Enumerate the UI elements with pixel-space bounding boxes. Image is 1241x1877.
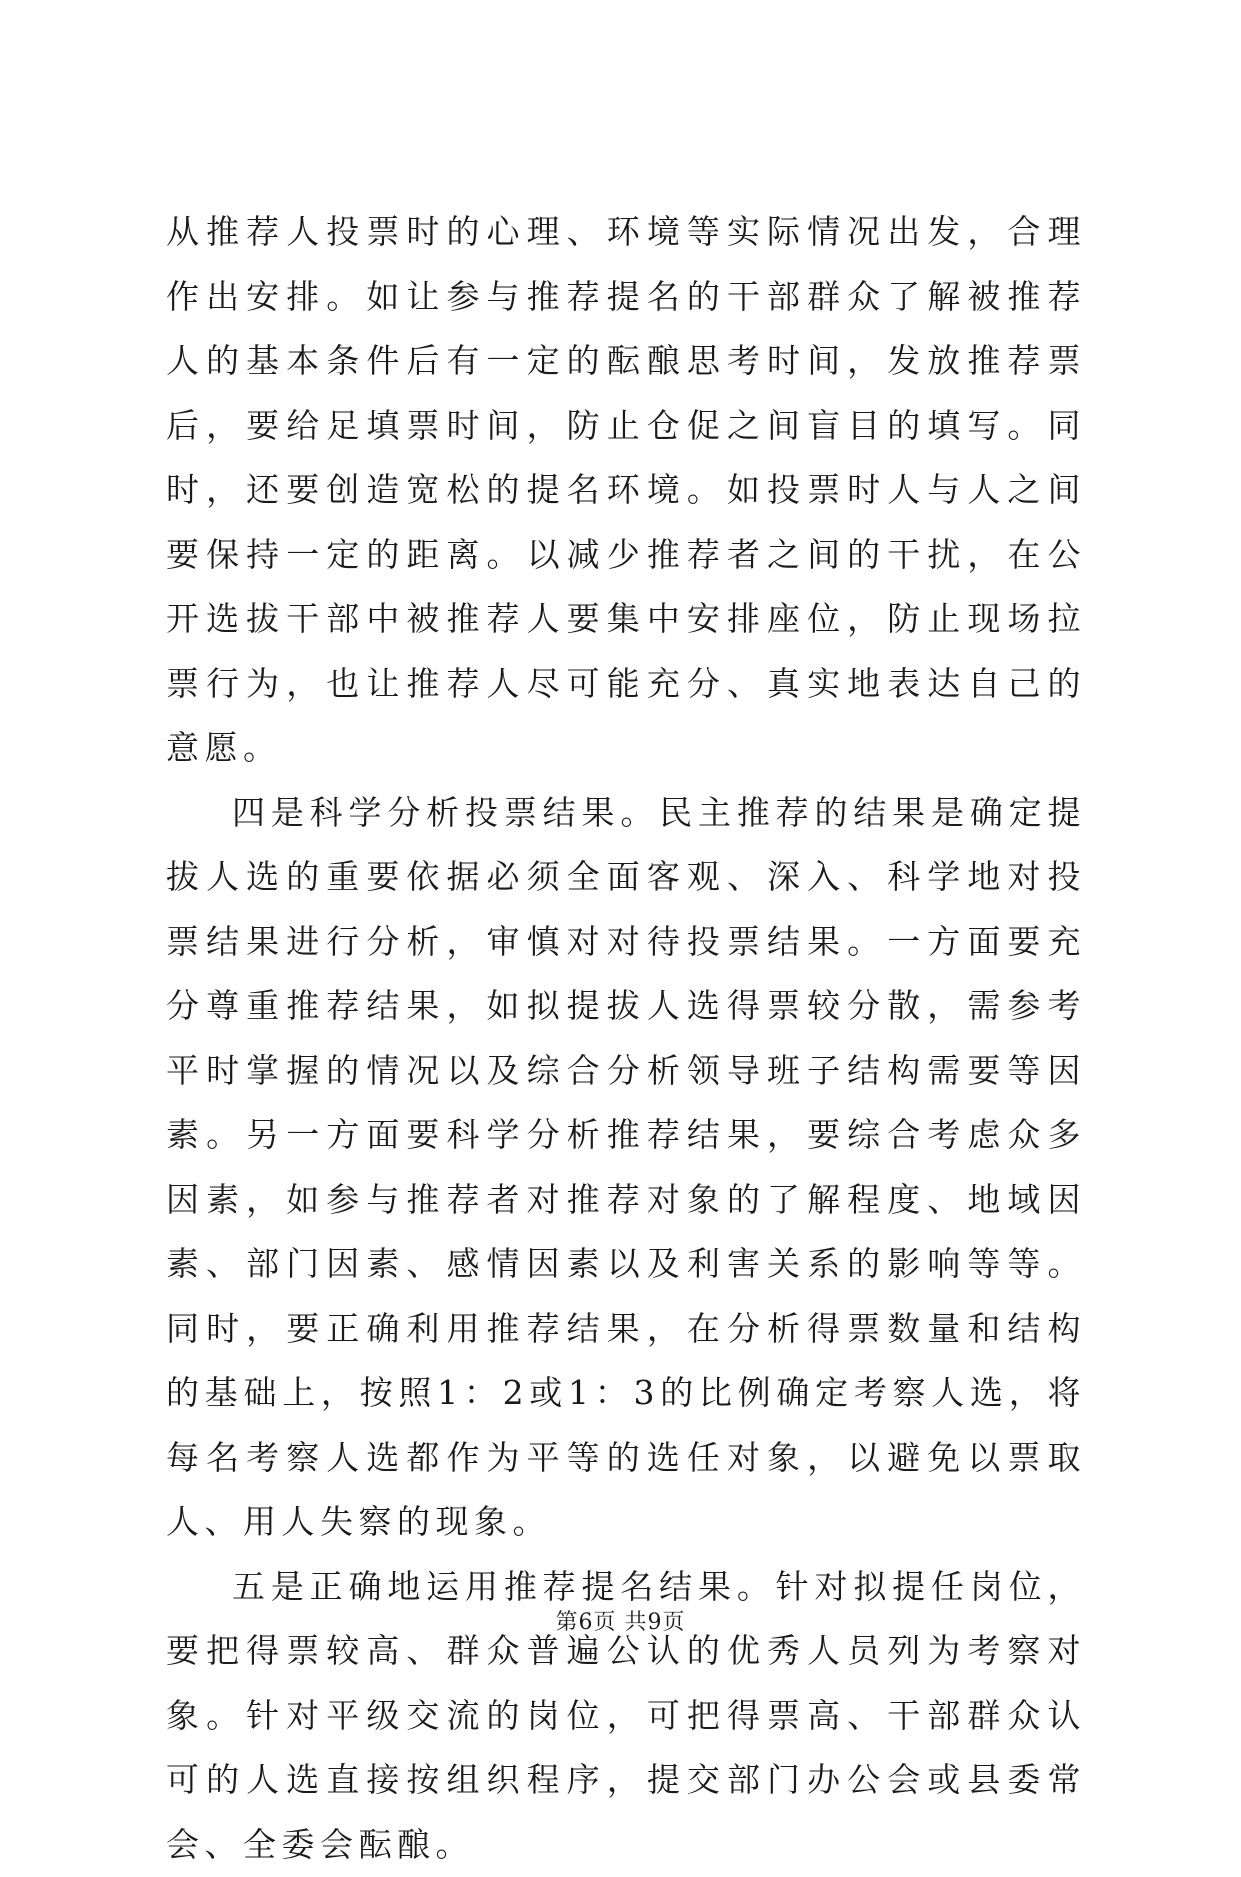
paragraph-2: 四是科学分析投票结果。民主推荐的结果是确定提拔人选的重要依据必须全面客观、深入、科学地对投票结果进行分析，审慎对对待投票结果。一方面要充分尊重推荐结果，如拟提拔人选得票较分散，需参考平时掌握的情况以及综合分析领导班子结构需要等因素。另一方面要科学分析推荐结果，要综合考虑众多因素，如参与推荐者对推荐对象的了解程度、地域因素、部门因素、感情因素以及利害关系的影响等等。同时，要正确利用推荐结果，在分析得票数量和结构的基础上，按照1：2或1：3的比例确定考察人选，将每名考察人选都作为平等的选任对象，以避免以票取人、用人失察的现象。 [166,781,1086,1555]
paragraph-1: 从推荐人投票时的心理、环境等实际情况出发，合理作出安排。如让参与推荐提名的干部群众了解被推荐人的基本条件后有一定的酝酿思考时间，发放推荐票后，要给足填票时间，防止仓促之间盲目的填写。同时，还要创造宽松的提名环境。如投票时人与人之间要保持一定的距离。以减少推荐者之间的干扰，在公开选拔干部中被推荐人要集中安排座位，防止现场拉票行为，也让推荐人尽可能充分、真实地表达自己的意愿。 [166,200,1086,781]
page-footer: 第6页 共9页 [0,1605,1241,1636]
paragraph-3: 五是正确地运用推荐提名结果。针对拟提任岗位，要把得票较高、群众普遍公认的优秀人员列为考察对象。针对平级交流的岗位，可把得票高、干部群众认可的人选直接按组织程序，提交部门办公会或县委常会、全委会酝酿。 [166,1555,1086,1877]
